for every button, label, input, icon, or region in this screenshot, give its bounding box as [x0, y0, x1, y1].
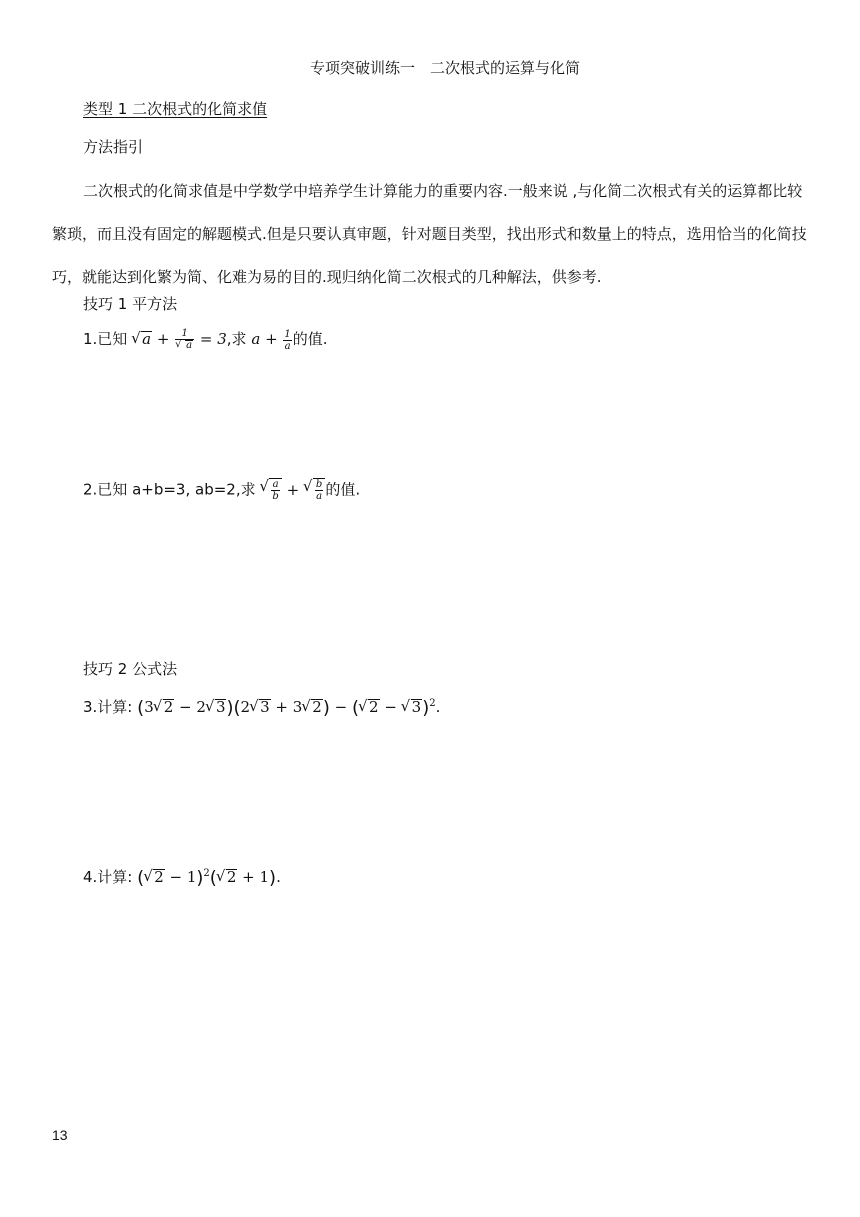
question-4	[83, 866, 281, 889]
question-2-formula: √ $\frac{a}{b}$ + √ $\frac{b}{a}$	[260, 481, 325, 499]
question-3-prefix: 3.计算:	[83, 698, 133, 716]
question-3	[83, 696, 440, 719]
question-2-prefix: 2.已知 a+b=3, ab=2,求	[83, 480, 256, 499]
section-type-heading: 类型 1 二次根式的化简求值	[83, 100, 268, 118]
question-1-formula-a: √ a + 1 √ a = 3	[132, 330, 227, 348]
intro-paragraph: 二次根式的化简求值是中学数学中培养学生计算能力的重要内容.一般来说 ,与化简二次根式有关的运算都比较繁琐，而且没有固定的解题模式.但是只要认真审题，针对题目类型，找出形式和数量上的特点，选用恰当的化简技巧，就能达到化繁为简、化难为易的目的.现归纳化简二次根式的几种解法，供参考.	[52, 182, 807, 286]
question-4-formula: (√ 2 − 1)$^2$(√ 2 + 1).	[137, 868, 281, 886]
question-1-prefix: 1.已知	[83, 330, 128, 348]
question-2-suffix: 的值.	[325, 480, 361, 499]
question-1-suffix: 的值.	[292, 330, 328, 348]
question-2	[83, 478, 360, 502]
page-title: 专项突破训练一 二次根式的运算与化简	[309, 59, 580, 77]
method-heading: 方法指引	[83, 138, 144, 156]
question-3-formula: (3√ 2 − 2√ 3)(2√ 3 + 3√ 2) − (√ 2 − √ 3)$^2$.	[137, 698, 440, 716]
question-1-middle: ,求	[226, 330, 247, 348]
question-1	[83, 328, 328, 352]
technique-2-heading: 技巧 2 公式法	[83, 660, 178, 678]
question-1-formula-b: a + $\frac{1}{a}$	[251, 328, 291, 352]
question-4-prefix: 4.计算:	[83, 868, 133, 886]
technique-1-heading: 技巧 1 平方法	[83, 295, 178, 313]
page-number: 13	[52, 1127, 68, 1143]
